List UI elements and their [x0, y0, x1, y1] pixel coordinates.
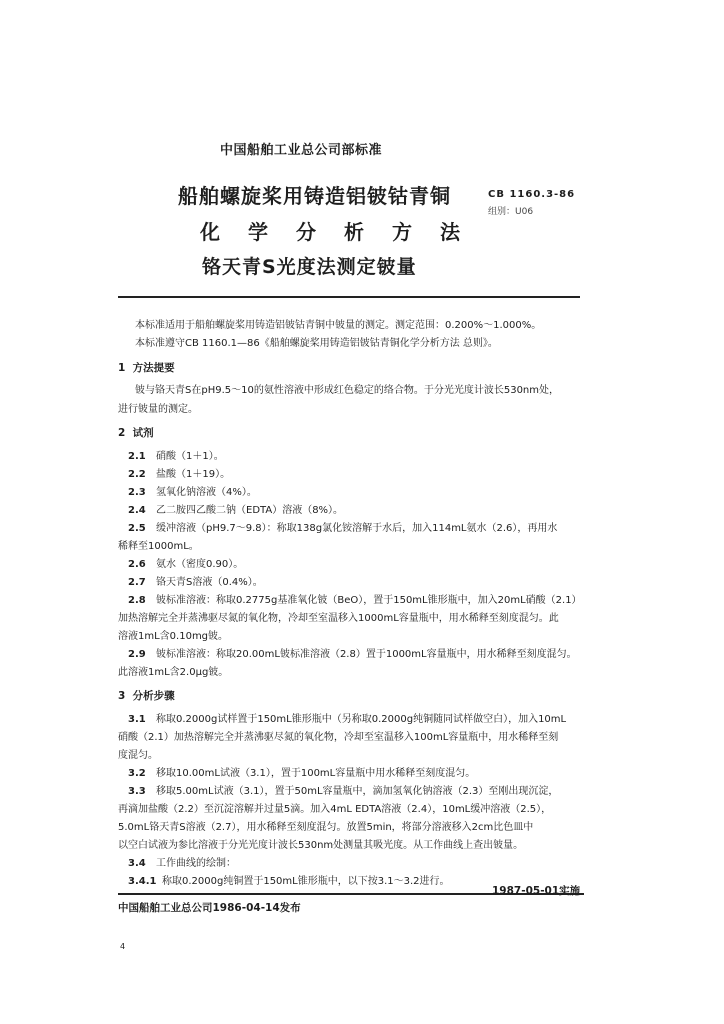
list-item-continuation: 再滴加盐酸（2.2）至沉淀溶解并过量5滴。加入4mL EDTA溶液（2.4），10mL缓冲溶液（2.5）， — [118, 804, 552, 815]
section-2-heading — [118, 425, 154, 440]
title-line-1: 船舶螺旋桨用铸造铝铍钴青铜 — [178, 184, 451, 208]
section-number: 3 — [118, 690, 126, 702]
section-number: 2 — [118, 427, 126, 439]
list-item: 2.9 铍标准溶液：称取20.00mL铍标准溶液（2.8）置于1000mL容量瓶中，用水稀释至刻度混匀。 — [128, 649, 577, 660]
list-item: 2.1 硝酸（1＋1）。 — [128, 451, 224, 462]
section-number: 1 — [118, 362, 126, 374]
section-3-heading — [118, 688, 175, 703]
section-1-heading — [118, 360, 175, 375]
issued-date: 中国船舶工业总公司1986-04-14发布 — [118, 902, 301, 914]
list-item-continuation: 加热溶解完全并蒸沸驱尽氮的氧化物，冷却至室温移入1000mL容量瓶中，用水稀释至刻度混匀。此 — [118, 613, 559, 624]
section-1-paragraph-line-1: 铍与铬天青S在pH9.5～10的氨性溶液中形成红色稳定的络合物。于分光光度计波长530nm处， — [135, 385, 560, 396]
list-item-continuation: 度混匀。 — [118, 750, 158, 761]
list-item: 3.2 移取10.00mL试液（3.1），置于100mL容量瓶中用水稀释至刻度混匀。 — [128, 768, 476, 779]
intro-scope: 本标准适用于船舶螺旋桨用铸造铝铍钴青铜中铍量的测定。测定范围：0.200%～1.000%。 — [135, 320, 542, 331]
list-item: 3.4.1 称取0.2000g纯铜置于150mL锥形瓶中，以下按3.1～3.2进行。 — [128, 876, 450, 887]
standard-code: CB 1160.3-86 — [488, 189, 576, 200]
title-line-2: 化学分析方法 — [200, 220, 488, 244]
list-item-continuation: 溶液1mL含0.10mg铍。 — [118, 631, 229, 642]
section-title: 试剂 — [132, 427, 154, 439]
effective-date: 1987-05-01实施 — [492, 885, 581, 897]
list-item-continuation: 稀释至1000mL。 — [118, 541, 199, 552]
category-code: 组别：U06 — [488, 207, 534, 217]
list-item: 2.8 铍标准溶液：称取0.2775g基准氧化铍（BeO），置于150mL锥形瓶中，加入20mL硝酸（2.1） — [128, 595, 582, 606]
issuing-organization: 中国船舶工业总公司部标准 — [220, 143, 383, 158]
intro-reference: 本标准遵守CB 1160.1—86《船舶螺旋桨用铸造铝铍钴青铜化学分析方法 总则》。 — [135, 338, 498, 349]
list-item-continuation: 此溶液1mL含2.0μg铍。 — [118, 667, 229, 678]
section-title: 分析步骤 — [132, 690, 175, 702]
list-item: 2.2 盐酸（1＋19）。 — [128, 469, 231, 480]
section-1-paragraph-line-2: 进行铍量的测定。 — [118, 404, 198, 415]
list-item: 3.1 称取0.2000g试样置于150mL锥形瓶中（另称取0.2000g纯铜随同试样做空白），加入10mL — [128, 714, 567, 725]
list-item: 3.3 移取5.00mL试液（3.1），置于50mL容量瓶中，滴加氢氧化钠溶液（2.3）至刚出现沉淀， — [128, 786, 559, 797]
list-item-continuation: 以空白试液为参比溶液于分光光度计波长530nm处测量其吸光度。从工作曲线上查出铍量。 — [118, 840, 524, 851]
list-item: 2.6 氨水（密度0.90）。 — [128, 559, 244, 570]
list-item: 2.5 缓冲溶液（pH9.7～9.8）：称取138g氯化铵溶解于水后，加入114mL氨水（2.6），再用水 — [128, 523, 558, 534]
header-divider — [118, 296, 580, 298]
page-number: 4 — [120, 942, 126, 951]
list-item: 3.4 工作曲线的绘制： — [128, 858, 236, 869]
section-title: 方法提要 — [132, 362, 175, 374]
title-line-3: 铬天青S光度法测定铍量 — [202, 256, 417, 278]
list-item-continuation: 硝酸（2.1）加热溶解完全并蒸沸驱尽氮的氧化物，冷却至室温移入100mL容量瓶中，用水稀释至刻 — [118, 732, 559, 743]
list-item: 2.3 氢氧化钠溶液（4%）。 — [128, 487, 257, 498]
list-item: 2.7 铬天青S溶液（0.4%）。 — [128, 577, 263, 588]
list-item: 2.4 乙二胺四乙酸二钠（EDTA）溶液（8%）。 — [128, 505, 344, 516]
list-item-continuation: 5.0mL铬天青S溶液（2.7），用水稀释至刻度混匀。放置5min，将部分溶液移入2cm比色皿中 — [118, 822, 534, 833]
